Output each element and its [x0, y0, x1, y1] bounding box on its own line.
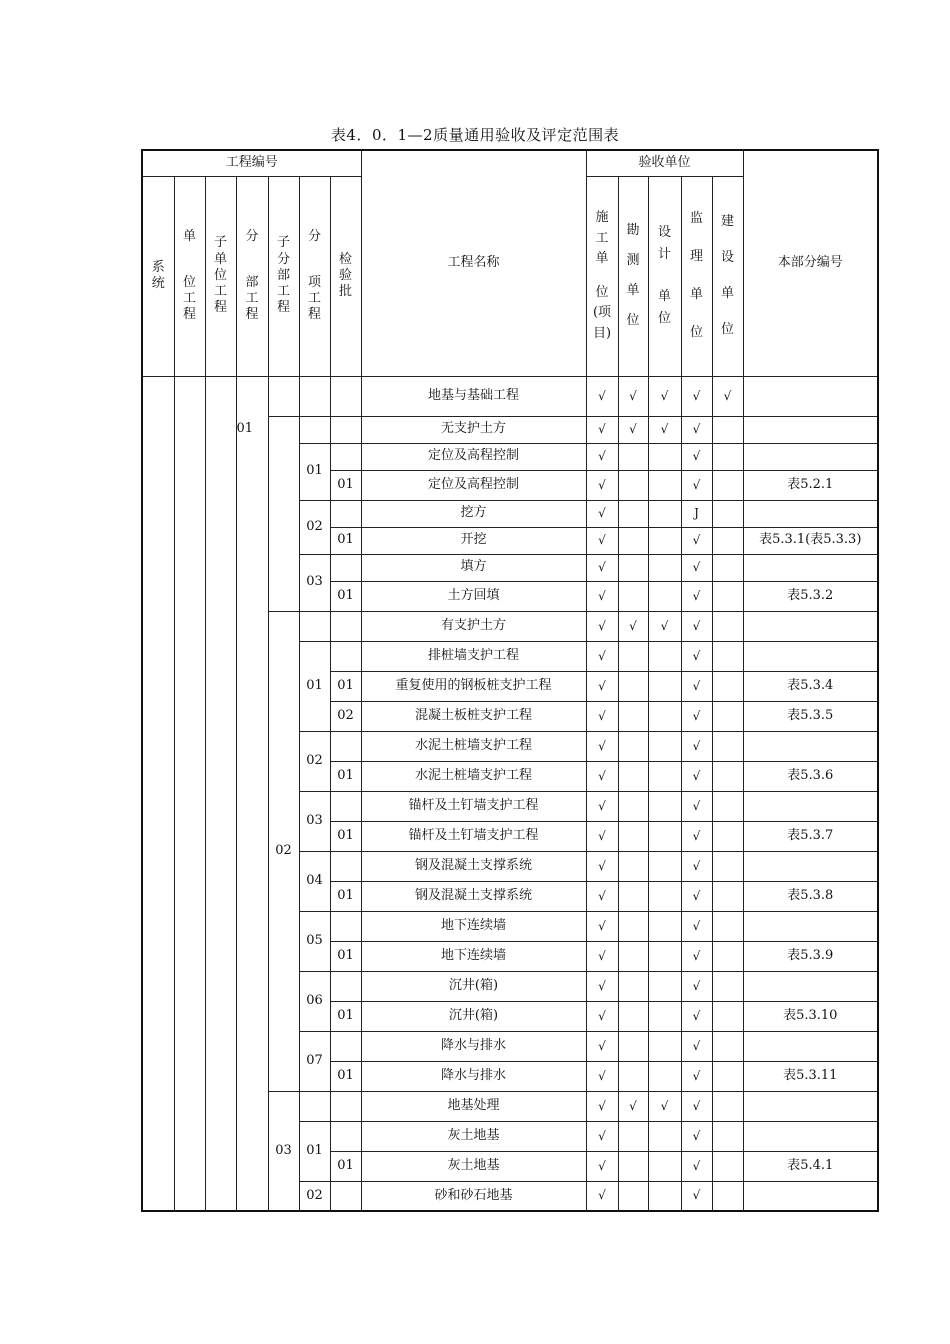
- section-ref: [743, 443, 878, 470]
- project-name: 开挖: [361, 527, 586, 554]
- project-name: 填方: [361, 554, 586, 581]
- item-code: 05: [299, 911, 330, 971]
- construction-check: √: [586, 821, 618, 851]
- design-check: √: [648, 416, 681, 443]
- header-system: 系 统: [142, 176, 174, 376]
- sub-unit-project-cell: [205, 376, 236, 1211]
- project-name: 地下连续墙: [361, 911, 586, 941]
- survey-check: [618, 554, 648, 581]
- section-ref: [743, 911, 878, 941]
- item-code: 01: [299, 641, 330, 731]
- construction-check: √: [586, 1031, 618, 1061]
- lot-cell: [330, 851, 361, 881]
- project-name: 锚杆及土钉墙支护工程: [361, 791, 586, 821]
- lot-cell: [330, 971, 361, 1001]
- design-check: [648, 941, 681, 971]
- header-unit-project: 单 位 工 程: [174, 176, 205, 376]
- section-ref: [743, 416, 878, 443]
- survey-check: [618, 671, 648, 701]
- section-ref: [743, 500, 878, 527]
- lot-cell: 01: [330, 527, 361, 554]
- lot-cell: [330, 791, 361, 821]
- survey-check: [618, 1061, 648, 1091]
- project-name: 地基与基础工程: [361, 376, 586, 416]
- section-ref: 表5.3.10: [743, 1001, 878, 1031]
- section-ref: 表5.3.7: [743, 821, 878, 851]
- design-check: [648, 527, 681, 554]
- section-ref: [743, 1091, 878, 1121]
- header-sub-division: 子 分 部 工 程: [268, 176, 299, 376]
- section-ref: [743, 611, 878, 641]
- owner-check: [712, 671, 743, 701]
- owner-check: [712, 761, 743, 791]
- owner-check: [712, 1151, 743, 1181]
- item-code: 02: [299, 731, 330, 791]
- survey-check: √: [618, 1091, 648, 1121]
- project-name: 水泥土桩墙支护工程: [361, 731, 586, 761]
- header-construction-unit: 施 工 单 位 (项 目): [586, 176, 618, 376]
- construction-check: √: [586, 527, 618, 554]
- lot-cell: [330, 641, 361, 671]
- lot-cell: [330, 1031, 361, 1061]
- survey-check: [618, 443, 648, 470]
- owner-check: [712, 1181, 743, 1211]
- section-ref: [743, 851, 878, 881]
- project-name: 钢及混凝土支撑系统: [361, 881, 586, 911]
- owner-check: [712, 941, 743, 971]
- owner-check: [712, 851, 743, 881]
- supervision-check: √: [681, 527, 712, 554]
- construction-check: √: [586, 376, 618, 416]
- owner-check: [712, 1091, 743, 1121]
- item-cell: [299, 1091, 330, 1121]
- sub-division-cell: [268, 376, 299, 416]
- project-name: 挖方: [361, 500, 586, 527]
- header-supervision-unit: 监 理 单 位: [681, 176, 712, 376]
- survey-check: [618, 470, 648, 500]
- design-check: [648, 1181, 681, 1211]
- item-code: 04: [299, 851, 330, 911]
- lot-cell: 01: [330, 1001, 361, 1031]
- header-division: 分 部 工 程: [236, 176, 268, 376]
- construction-check: √: [586, 701, 618, 731]
- construction-check: √: [586, 554, 618, 581]
- header-design-unit: 设 计 单 位: [648, 176, 681, 376]
- section-ref: 表5.3.6: [743, 761, 878, 791]
- project-name: 土方回填: [361, 581, 586, 611]
- project-name: 水泥土桩墙支护工程: [361, 761, 586, 791]
- unit-project-cell: [174, 376, 205, 1211]
- lot-cell: [330, 611, 361, 641]
- owner-check: [712, 1031, 743, 1061]
- section-ref: [743, 1031, 878, 1061]
- construction-check: √: [586, 851, 618, 881]
- design-check: [648, 641, 681, 671]
- construction-check: √: [586, 1151, 618, 1181]
- section-ref: [743, 971, 878, 1001]
- construction-check: √: [586, 791, 618, 821]
- design-check: [648, 971, 681, 1001]
- design-check: √: [648, 1091, 681, 1121]
- design-check: [648, 500, 681, 527]
- survey-check: [618, 1121, 648, 1151]
- supervision-check: J: [681, 500, 712, 527]
- sub-division-code: 02: [268, 611, 299, 1091]
- supervision-check: √: [681, 581, 712, 611]
- section-ref: 表5.3.5: [743, 701, 878, 731]
- design-check: [648, 911, 681, 941]
- lot-cell: 01: [330, 470, 361, 500]
- supervision-check: √: [681, 1001, 712, 1031]
- item-cell: [299, 376, 330, 416]
- design-check: [648, 761, 681, 791]
- item-code: 06: [299, 971, 330, 1031]
- project-name: 定位及高程控制: [361, 443, 586, 470]
- construction-check: √: [586, 470, 618, 500]
- project-name: 降水与排水: [361, 1061, 586, 1091]
- design-check: √: [648, 611, 681, 641]
- supervision-check: √: [681, 554, 712, 581]
- header-project-name: 工程名称: [361, 150, 586, 376]
- supervision-check: √: [681, 731, 712, 761]
- construction-check: √: [586, 731, 618, 761]
- section-ref: 表5.3.4: [743, 671, 878, 701]
- owner-check: [712, 911, 743, 941]
- lot-cell: 01: [330, 581, 361, 611]
- section-ref: 表5.3.1(表5.3.3): [743, 527, 878, 554]
- header-survey-unit: 勘 测 单 位: [618, 176, 648, 376]
- item-code: 01: [299, 1121, 330, 1181]
- supervision-check: √: [681, 1091, 712, 1121]
- lot-cell: [330, 911, 361, 941]
- project-name: 沉井(箱): [361, 971, 586, 1001]
- owner-check: √: [712, 376, 743, 416]
- owner-check: [712, 443, 743, 470]
- design-check: [648, 881, 681, 911]
- lot-cell: [330, 1181, 361, 1211]
- supervision-check: √: [681, 701, 712, 731]
- lot-cell: 01: [330, 1151, 361, 1181]
- design-check: [648, 581, 681, 611]
- header-item: 分 项 工 程: [299, 176, 330, 376]
- survey-check: [618, 851, 648, 881]
- construction-check: √: [586, 500, 618, 527]
- survey-check: [618, 911, 648, 941]
- item-code: 03: [299, 791, 330, 851]
- header-sub-unit-project: 子 单 位 工 程: [205, 176, 236, 376]
- owner-check: [712, 1061, 743, 1091]
- supervision-check: √: [681, 1031, 712, 1061]
- survey-check: √: [618, 416, 648, 443]
- construction-check: √: [586, 1181, 618, 1211]
- design-check: [648, 554, 681, 581]
- project-name: 定位及高程控制: [361, 470, 586, 500]
- lot-cell: [330, 500, 361, 527]
- supervision-check: √: [681, 971, 712, 1001]
- design-check: [648, 821, 681, 851]
- survey-check: [618, 1181, 648, 1211]
- supervision-check: √: [681, 791, 712, 821]
- owner-check: [712, 416, 743, 443]
- section-ref: 表5.2.1: [743, 470, 878, 500]
- survey-check: [618, 1151, 648, 1181]
- section-ref: [743, 641, 878, 671]
- item-code: 02: [299, 1181, 330, 1211]
- lot-cell: [330, 416, 361, 443]
- project-name: 钢及混凝土支撑系统: [361, 851, 586, 881]
- header-section-ref: 本部分编号: [743, 150, 878, 376]
- construction-check: √: [586, 416, 618, 443]
- design-check: [648, 1061, 681, 1091]
- lot-cell: [330, 443, 361, 470]
- construction-check: √: [586, 641, 618, 671]
- section-ref: 表5.3.2: [743, 581, 878, 611]
- survey-check: [618, 500, 648, 527]
- supervision-check: √: [681, 821, 712, 851]
- section-ref: [743, 376, 878, 416]
- supervision-check: √: [681, 761, 712, 791]
- survey-check: [618, 881, 648, 911]
- header-acceptance-units: 验收单位: [586, 150, 743, 176]
- owner-check: [712, 821, 743, 851]
- section-ref: 表5.3.9: [743, 941, 878, 971]
- design-check: [648, 731, 681, 761]
- design-check: √: [648, 376, 681, 416]
- supervision-check: √: [681, 1061, 712, 1091]
- design-check: [648, 851, 681, 881]
- construction-check: √: [586, 671, 618, 701]
- owner-check: [712, 731, 743, 761]
- project-name: 砂和砂石地基: [361, 1181, 586, 1211]
- supervision-check: √: [681, 881, 712, 911]
- construction-check: √: [586, 971, 618, 1001]
- survey-check: [618, 527, 648, 554]
- design-check: [648, 1001, 681, 1031]
- project-name: 排桩墙支护工程: [361, 641, 586, 671]
- design-check: [648, 1151, 681, 1181]
- lot-cell: 01: [330, 941, 361, 971]
- lot-cell: [330, 554, 361, 581]
- survey-check: [618, 1001, 648, 1031]
- project-name: 降水与排水: [361, 1031, 586, 1061]
- division-code: 01: [236, 420, 254, 436]
- supervision-check: √: [681, 443, 712, 470]
- header-owner-unit: 建 设 单 位: [712, 176, 743, 376]
- project-name: 重复使用的钢板桩支护工程: [361, 671, 586, 701]
- construction-check: √: [586, 1061, 618, 1091]
- header-project-code: 工程编号: [142, 150, 361, 176]
- project-name: 锚杆及土钉墙支护工程: [361, 821, 586, 851]
- item-code: 01: [299, 443, 330, 500]
- construction-check: √: [586, 581, 618, 611]
- owner-check: [712, 554, 743, 581]
- owner-check: [712, 611, 743, 641]
- survey-check: [618, 581, 648, 611]
- design-check: [648, 791, 681, 821]
- construction-check: √: [586, 911, 618, 941]
- lot-cell: 01: [330, 821, 361, 851]
- survey-check: √: [618, 376, 648, 416]
- system-cell: [142, 376, 174, 1211]
- design-check: [648, 1121, 681, 1151]
- owner-check: [712, 641, 743, 671]
- section-ref: [743, 1181, 878, 1211]
- section-ref: [743, 1121, 878, 1151]
- section-ref: [743, 791, 878, 821]
- owner-check: [712, 470, 743, 500]
- owner-check: [712, 500, 743, 527]
- sub-division-cell: [268, 416, 299, 611]
- design-check: [648, 443, 681, 470]
- supervision-check: √: [681, 470, 712, 500]
- survey-check: [618, 761, 648, 791]
- survey-check: [618, 641, 648, 671]
- lot-cell: 02: [330, 701, 361, 731]
- project-name: 混凝土板桩支护工程: [361, 701, 586, 731]
- project-name: 地下连续墙: [361, 941, 586, 971]
- survey-check: [618, 701, 648, 731]
- section-ref: 表5.3.8: [743, 881, 878, 911]
- supervision-check: √: [681, 611, 712, 641]
- design-check: [648, 701, 681, 731]
- owner-check: [712, 701, 743, 731]
- supervision-check: √: [681, 1151, 712, 1181]
- survey-check: [618, 1031, 648, 1061]
- lot-cell: [330, 731, 361, 761]
- owner-check: [712, 1121, 743, 1151]
- item-code: 07: [299, 1031, 330, 1091]
- construction-check: √: [586, 941, 618, 971]
- supervision-check: √: [681, 416, 712, 443]
- section-ref: 表5.3.11: [743, 1061, 878, 1091]
- supervision-check: √: [681, 851, 712, 881]
- construction-check: √: [586, 443, 618, 470]
- section-ref: [743, 554, 878, 581]
- project-name: 沉井(箱): [361, 1001, 586, 1031]
- project-name: 地基处理: [361, 1091, 586, 1121]
- owner-check: [712, 971, 743, 1001]
- design-check: [648, 1031, 681, 1061]
- construction-check: √: [586, 611, 618, 641]
- table-title: 表4．0．1—2质量通用验收及评定范围表: [330, 126, 620, 144]
- item-cell: [299, 611, 330, 641]
- section-ref: [743, 731, 878, 761]
- supervision-check: √: [681, 376, 712, 416]
- sub-division-code: 03: [268, 1091, 299, 1211]
- supervision-check: √: [681, 671, 712, 701]
- acceptance-scope-table: [141, 149, 879, 1212]
- lot-cell: [330, 376, 361, 416]
- division-cell: [236, 376, 268, 1211]
- supervision-check: √: [681, 1181, 712, 1211]
- survey-check: [618, 971, 648, 1001]
- survey-check: [618, 821, 648, 851]
- survey-check: [618, 941, 648, 971]
- owner-check: [712, 881, 743, 911]
- survey-check: √: [618, 611, 648, 641]
- supervision-check: √: [681, 911, 712, 941]
- lot-cell: [330, 1121, 361, 1151]
- lot-cell: 01: [330, 881, 361, 911]
- supervision-check: √: [681, 1121, 712, 1151]
- owner-check: [712, 527, 743, 554]
- construction-check: √: [586, 1091, 618, 1121]
- lot-cell: [330, 1091, 361, 1121]
- owner-check: [712, 791, 743, 821]
- construction-check: √: [586, 1121, 618, 1151]
- project-name: 灰土地基: [361, 1121, 586, 1151]
- item-cell: [299, 416, 330, 443]
- item-code: 03: [299, 554, 330, 611]
- design-check: [648, 470, 681, 500]
- construction-check: √: [586, 1001, 618, 1031]
- section-ref: 表5.4.1: [743, 1151, 878, 1181]
- construction-check: √: [586, 881, 618, 911]
- design-check: [648, 671, 681, 701]
- survey-check: [618, 791, 648, 821]
- project-name: 灰土地基: [361, 1151, 586, 1181]
- lot-cell: 01: [330, 1061, 361, 1091]
- project-name: 有支护土方: [361, 611, 586, 641]
- owner-check: [712, 1001, 743, 1031]
- supervision-check: √: [681, 941, 712, 971]
- supervision-check: √: [681, 641, 712, 671]
- item-code: 02: [299, 500, 330, 554]
- lot-cell: 01: [330, 671, 361, 701]
- construction-check: √: [586, 761, 618, 791]
- owner-check: [712, 581, 743, 611]
- project-name: 无支护土方: [361, 416, 586, 443]
- lot-cell: 01: [330, 761, 361, 791]
- header-inspection-lot: 检 验 批: [330, 176, 361, 376]
- survey-check: [618, 731, 648, 761]
